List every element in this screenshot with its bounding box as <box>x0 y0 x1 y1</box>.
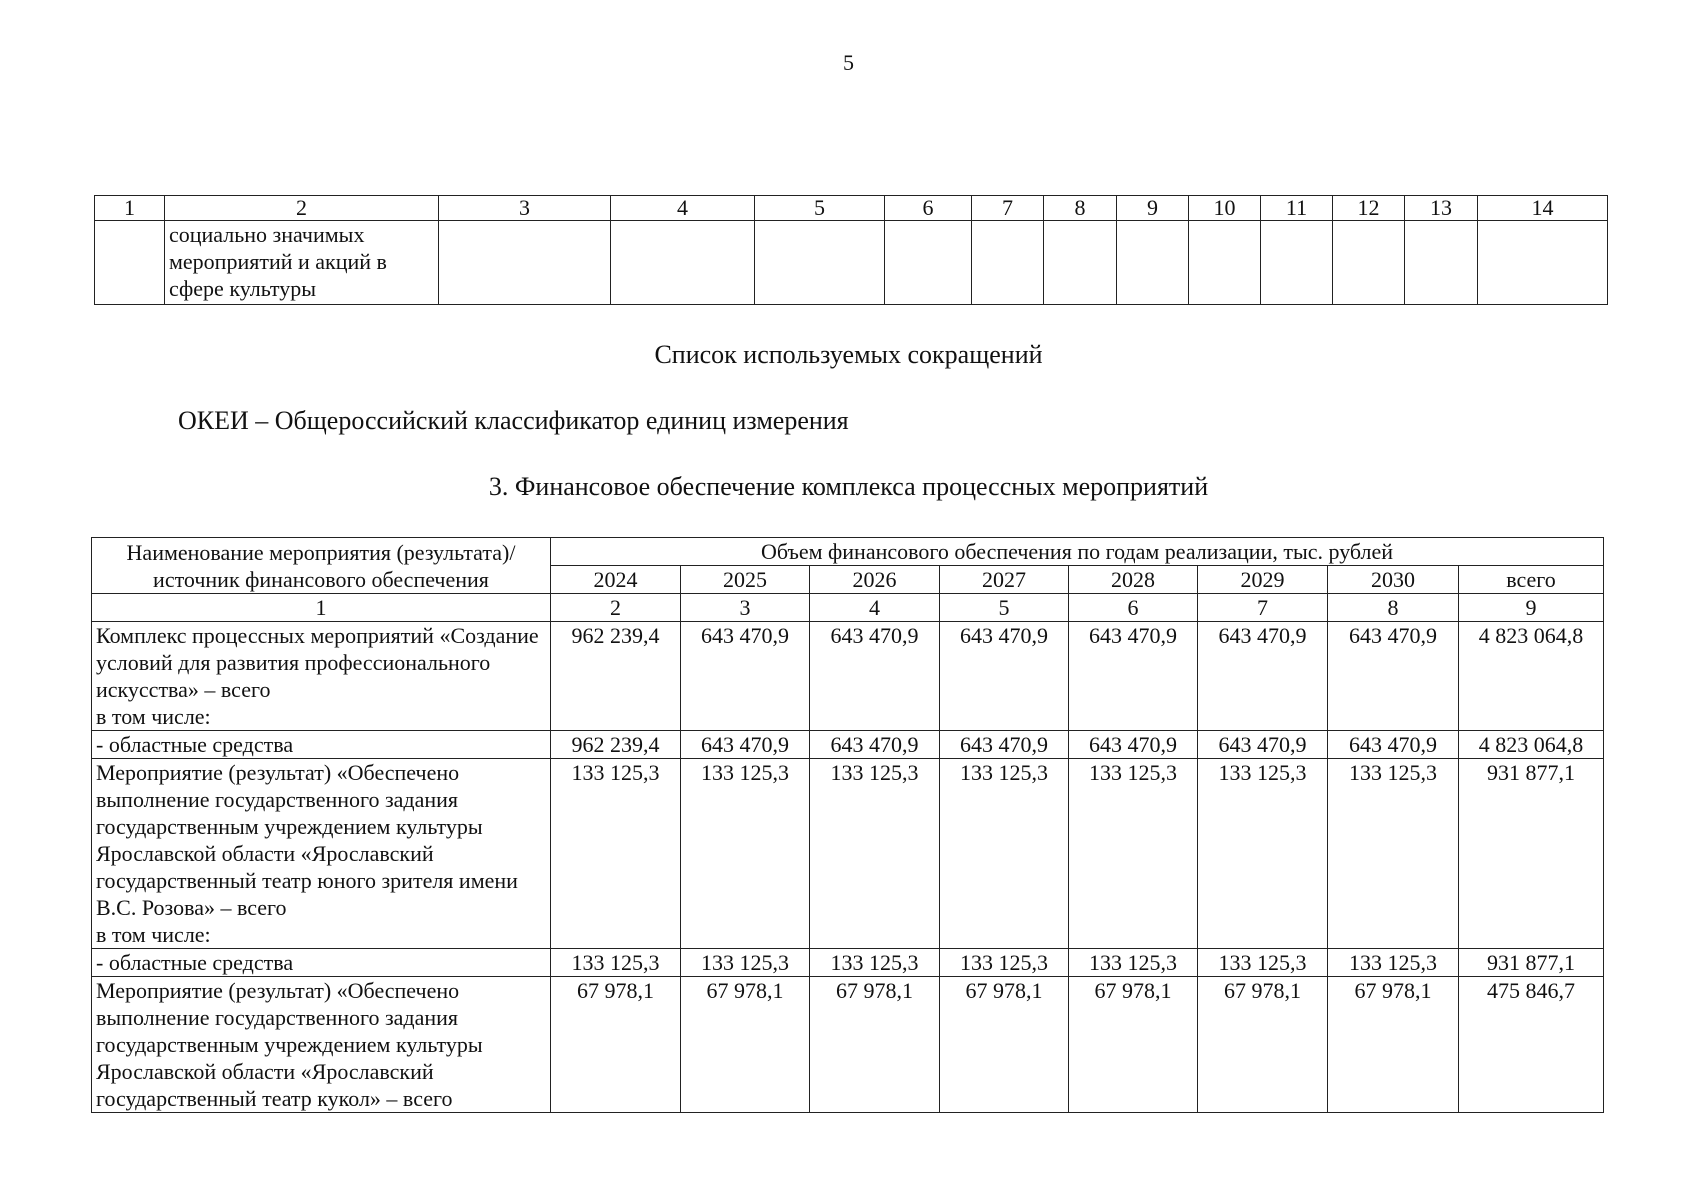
row-name: Комплекс процессных мероприятий «Создание условий для развития профессионального искусства» – всего в том числе: <box>92 622 551 731</box>
total-value: 4 823 064,8 <box>1459 731 1604 759</box>
page-number: 5 <box>843 50 854 75</box>
column-number: 6 <box>1069 594 1198 622</box>
table-cell <box>611 221 755 305</box>
column-number: 3 <box>439 196 611 221</box>
year-header: 2025 <box>681 566 810 594</box>
value-cell: 133 125,3 <box>681 759 810 949</box>
value-cell: 67 978,1 <box>1328 977 1459 1113</box>
column-number: 3 <box>681 594 810 622</box>
column-number: 9 <box>1117 196 1189 221</box>
section-heading: 3. Финансовое обеспечение комплекса процессных мероприятий <box>488 472 1209 501</box>
table-cell <box>1333 221 1405 305</box>
value-cell: 643 470,9 <box>681 731 810 759</box>
column-number: 1 <box>92 594 551 622</box>
value-cell: 133 125,3 <box>1328 759 1459 949</box>
abbreviation-okei: ОКЕИ – Общероссийский классификатор единиц измерения <box>178 406 849 435</box>
financing-table <box>91 537 1604 1113</box>
row-name: - областные средства <box>92 949 551 977</box>
table-cell <box>1117 221 1189 305</box>
value-cell: 133 125,3 <box>810 759 940 949</box>
column-number: 12 <box>1333 196 1405 221</box>
volume-header: Объем финансового обеспечения по годам реализации, тыс. рублей <box>551 538 1604 566</box>
column-number: 5 <box>940 594 1069 622</box>
column-number: 1 <box>95 196 165 221</box>
column-number-row <box>92 594 1604 622</box>
column-number: 10 <box>1189 196 1261 221</box>
value-cell: 643 470,9 <box>1198 622 1328 731</box>
row-name: Мероприятие (результат) «Обеспечено выполнение государственного задания государственным учреждением культуры Ярославской области «Ярославский государственный театр кукол» – всего <box>92 977 551 1113</box>
table-cell <box>1261 221 1333 305</box>
column-number: 14 <box>1478 196 1608 221</box>
value-cell: 67 978,1 <box>940 977 1069 1113</box>
value-cell: 67 978,1 <box>681 977 810 1113</box>
table-row <box>92 949 1604 977</box>
value-cell: 133 125,3 <box>1069 949 1198 977</box>
column-number: 4 <box>611 196 755 221</box>
row-name: - областные средства <box>92 731 551 759</box>
value-cell: 133 125,3 <box>940 759 1069 949</box>
value-cell: 643 470,9 <box>1069 622 1198 731</box>
value-cell: 643 470,9 <box>810 731 940 759</box>
year-header: 2024 <box>551 566 681 594</box>
value-cell: 133 125,3 <box>1198 759 1328 949</box>
name-header: Наименование мероприятия (результата)/ источник финансового обеспечения <box>92 538 551 594</box>
value-cell: 67 978,1 <box>1069 977 1198 1113</box>
column-number: 4 <box>810 594 940 622</box>
value-cell: 67 978,1 <box>551 977 681 1113</box>
year-header: 2027 <box>940 566 1069 594</box>
value-cell: 643 470,9 <box>1328 622 1459 731</box>
table-cell <box>755 221 885 305</box>
value-cell: 133 125,3 <box>810 949 940 977</box>
column-number: 13 <box>1405 196 1478 221</box>
value-cell: 962 239,4 <box>551 731 681 759</box>
header-row <box>92 538 1604 566</box>
value-cell: 643 470,9 <box>940 622 1069 731</box>
total-value: 4 823 064,8 <box>1459 622 1604 731</box>
column-number: 6 <box>885 196 972 221</box>
value-cell: 67 978,1 <box>1198 977 1328 1113</box>
table-cell <box>1405 221 1478 305</box>
value-cell: 133 125,3 <box>551 949 681 977</box>
table-row <box>92 759 1604 949</box>
table-cell <box>972 221 1044 305</box>
year-header: 2029 <box>1198 566 1328 594</box>
value-cell: 643 470,9 <box>681 622 810 731</box>
column-number: 2 <box>551 594 681 622</box>
value-cell: 133 125,3 <box>681 949 810 977</box>
value-cell: 133 125,3 <box>1069 759 1198 949</box>
value-cell: 133 125,3 <box>1328 949 1459 977</box>
table-cell <box>885 221 972 305</box>
table-cell: социально значимых мероприятий и акций в сфере культуры <box>165 221 439 305</box>
abbreviations-heading: Список используемых сокращений <box>654 340 1043 369</box>
value-cell: 643 470,9 <box>1198 731 1328 759</box>
column-number: 9 <box>1459 594 1604 622</box>
column-number: 2 <box>165 196 439 221</box>
table-row <box>92 731 1604 759</box>
value-cell: 133 125,3 <box>551 759 681 949</box>
table-row <box>92 622 1604 731</box>
year-header: 2028 <box>1069 566 1198 594</box>
row-name: Мероприятие (результат) «Обеспечено выполнение государственного задания государственным учреждением культуры Ярославской области «Ярославский государственный театр юного зрителя имени В.С. Розова» – всего в том числе: <box>92 759 551 949</box>
value-cell: 643 470,9 <box>940 731 1069 759</box>
value-cell: 133 125,3 <box>940 949 1069 977</box>
column-number: 7 <box>1198 594 1328 622</box>
year-header: 2030 <box>1328 566 1459 594</box>
column-number-row <box>95 196 1608 221</box>
table-cell <box>439 221 611 305</box>
table-row <box>92 977 1604 1113</box>
total-value: 931 877,1 <box>1459 949 1604 977</box>
value-cell: 133 125,3 <box>1198 949 1328 977</box>
total-header: всего <box>1459 566 1604 594</box>
table-cell <box>1189 221 1261 305</box>
column-number: 8 <box>1328 594 1459 622</box>
column-number: 7 <box>972 196 1044 221</box>
column-number: 11 <box>1261 196 1333 221</box>
value-cell: 643 470,9 <box>810 622 940 731</box>
table-cell <box>95 221 165 305</box>
column-number: 5 <box>755 196 885 221</box>
value-cell: 67 978,1 <box>810 977 940 1113</box>
value-cell: 643 470,9 <box>1069 731 1198 759</box>
table-row <box>95 221 1608 305</box>
total-value: 475 846,7 <box>1459 977 1604 1113</box>
table-cell <box>1478 221 1608 305</box>
column-number: 8 <box>1044 196 1117 221</box>
table-cell <box>1044 221 1117 305</box>
value-cell: 962 239,4 <box>551 622 681 731</box>
year-header: 2026 <box>810 566 940 594</box>
value-cell: 643 470,9 <box>1328 731 1459 759</box>
continuation-table <box>94 195 1608 305</box>
total-value: 931 877,1 <box>1459 759 1604 949</box>
